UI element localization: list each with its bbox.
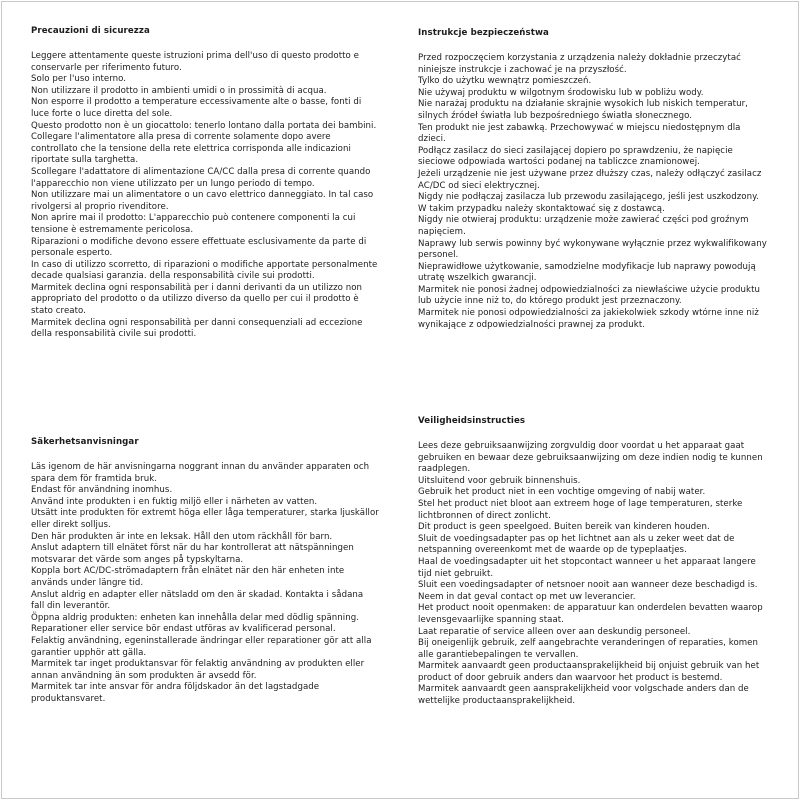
instruction-item: Sluit een voedingsadapter of netsnoer nooit aan wanneer deze beschadigd is. Neem in dat geval contact op met uw leverancier.: [418, 580, 758, 602]
instruction-item: Anslut aldrig en adapter eller nätsladd om den är skadad. Kontakta i sådana fall din leverantör.: [31, 589, 364, 612]
instruction-item: Felaktig användning, egeninstallerade ändringar eller reparationer gör att alla garantier upphör att gälla.: [31, 635, 372, 658]
instruction-item: Endast för användning inomhus.: [31, 485, 173, 496]
instruction-item: Reparationer eller service bör endast utföras av kvalificerad personal.: [31, 624, 336, 635]
instruction-item: Nieprawidłowe użytkowanie, samodzielne modyfikacje lub naprawy powodują utratę wszelkich gwarancji.: [418, 261, 756, 284]
instruction-item: Marmitek aanvaardt geen productaansprakelijkheid bij onjuist gebruik van het product of door gebruik anders dan waarvoor het product is bestemd.: [418, 661, 760, 683]
instruction-item: Marmitek nie ponosi odpowiedzialności za jakiekolwiek szkody wtórne inne niż wynikające z odpowiedzialności prawnej za produkt.: [418, 308, 759, 330]
instruction-item: Lees deze gebruiksaanwijzing zorgvuldig door voordat u het apparaat gaat gebruiken en bewaar deze gebruiksaanwijzing om deze indien nodig te kunnen raadplegen.: [418, 441, 763, 475]
instruction-item: Laat reparatie of service alleen over aan deskundig personeel.: [418, 626, 691, 637]
instruction-item: Przed rozpoczęciem korzystania z urządzenia należy dokładnie przeczytać niniejsze instrukcje i zachować je na przyszłość.: [418, 53, 741, 75]
instruction-item: Marmitek tar inget produktansvar för felaktig användning av produkten eller annan användning än som produkten är avsedd för.: [31, 659, 365, 681]
instruction-item: Jeżeli urządzenie nie jest używane przez dłuższy czas, należy odłączyć zasilacz AC/DC od sieci elektrycznej.: [418, 168, 762, 191]
section-dutch-safety: [418, 415, 766, 708]
instruction-item: Dit product is geen speelgoed. Buiten bereik van kinderen houden.: [418, 522, 710, 533]
section-title: Precauzioni di sicurezza: [31, 26, 150, 36]
instruction-item: Scollegare l'adattatore di alimentazione CA/CC dalla presa di corrente quando l'apparecchio non viene utilizzato per un lungo periodo di tempo.: [31, 166, 371, 189]
section-swedish-safety: [31, 436, 379, 705]
instruction-item: Questo prodotto non è un giocattolo: tenerlo lontano dalla portata dei bambini.: [31, 120, 377, 131]
instruction-item: Nie używaj produktu w wilgotnym środowisku lub w pobliżu wody.: [418, 87, 704, 98]
instruction-item: Marmitek declina ogni responsabilità per i danni derivanti da un utilizzo non appropriato del prodotto o da utilizzo diverso da quello per cui il prodotto è stato creato.: [31, 282, 363, 317]
instruction-list: [418, 53, 768, 331]
instruction-item: Leggere attentamente queste istruzioni prima dell'uso di questo prodotto e conservarle per riferimento futuro.: [31, 51, 359, 73]
instruction-item: Solo per l'uso interno.: [31, 74, 127, 85]
instruction-item: Nigdy nie otwieraj produktu: urządzenie może zawierać części pod groźnym napięciem.: [418, 215, 749, 237]
instruction-item: Anslut adaptern till elnätet först när du har kontrollerat att nätspänningen motsvarar det värde som anges på typskyltarna.: [31, 543, 354, 565]
instruction-item: Haal de voedingsadapter uit het stopcontact wanneer u het apparaat langere tijd niet gebruikt.: [418, 556, 756, 579]
instruction-item: Den här produkten är inte en leksak. Håll den utom räckhåll för barn.: [31, 531, 333, 542]
instruction-item: Läs igenom de här anvisningarna noggrant innan du använder apparaten och spara dem för framtida bruk.: [31, 462, 370, 484]
instruction-item: Nigdy nie podłączaj zasilacza lub przewodu zasilającego, jeśli jest uszkodzony. W takim przypadku należy skontaktować się z dostawcą.: [418, 192, 759, 214]
instruction-item: Gebruik het product niet in een vochtige omgeving of nabij water.: [418, 487, 706, 498]
section-title: Veiligheidsinstructies: [418, 416, 526, 426]
instruction-item: Marmitek aanvaardt geen aansprakelijkheid voor volgschade anders dan de wettelijke productaansprakelijkheid.: [418, 684, 749, 707]
section-title: Säkerhetsanvisningar: [31, 437, 139, 447]
instruction-item: Koppla bort AC/DC-strömadaptern från elnätet när den här enheten inte används under längre tid.: [31, 566, 345, 588]
instruction-item: Uitsluitend voor gebruik binnenshuis.: [418, 475, 581, 486]
instruction-item: Öppna aldrig produkten: enheten kan innehålla delar med dödlig spänning.: [31, 612, 359, 623]
instruction-item: Tylko do użytku wewnątrz pomieszczeń.: [418, 76, 592, 87]
instruction-item: Het product nooit openmaken: de apparatuur kan onderdelen bevatten waarop levensgevaarlijke spanning staat.: [418, 603, 763, 625]
instruction-item: Non esporre il prodotto a temperature eccessivamente alte o basse, fonti di luce forte o luce diretta del sole.: [31, 97, 362, 119]
instruction-item: Ten produkt nie jest zabawką. Przechowywać w miejscu niedostępnym dla dzieci.: [418, 122, 741, 145]
instruction-item: Stel het product niet bloot aan extreem hoge of lage temperaturen, sterke lichtbronnen of direct zonlicht.: [418, 498, 743, 521]
instruction-list: [418, 441, 766, 708]
instruction-item: In caso di utilizzo scorretto, di riparazioni o modifiche apportate personalmente decade qualsiasi garanzia. della responsabilità civile sui prodotti.: [31, 259, 378, 282]
instruction-item: Naprawy lub serwis powinny być wykonywane wyłącznie przez wykwalifikowany personel.: [418, 238, 767, 261]
instruction-list: [31, 51, 379, 341]
instruction-item: Riparazioni o modifiche devono essere effettuate esclusivamente da parte di personale esperto.: [31, 236, 367, 259]
instruction-item: Non utilizzare il prodotto in ambienti umidi o in prossimità di acqua.: [31, 85, 327, 96]
instruction-item: Marmitek declina ogni responsabilità per danni consequenziali ad eccezione della responsabilità civile sui prodotti.: [31, 317, 363, 340]
instruction-item: Non aprire mai il prodotto: L'apparecchio può contenere componenti la cui tensione è estremamente pericolosa.: [31, 213, 356, 235]
instruction-item: Marmitek tar inte ansvar för andra följdskador än det lagstadgade produktansvaret.: [31, 682, 320, 704]
instruction-item: Använd inte produkten i en fuktig miljö eller i närheten av vatten.: [31, 496, 318, 507]
instruction-item: Podłącz zasilacz do sieci zasilającej dopiero po sprawdzeniu, że napięcie sieciowe odpowiada wartości podanej na tabliczce znamionowej.: [418, 145, 733, 168]
section-polish-safety: [418, 27, 768, 331]
instruction-item: Non utilizzare mai un alimentatore o un cavo elettrico danneggiato. In tal caso rivolgersi al proprio rivenditore.: [31, 190, 374, 212]
instruction-item: Bij oneigenlijk gebruik, zelf aangebrachte veranderingen of reparaties, komen alle garantiebepalingen te vervallen.: [418, 638, 759, 660]
section-title: Instrukcje bezpieczeństwa: [418, 28, 549, 38]
instruction-item: Sluit de voedingsadapter pas op het lichtnet aan als u zeker weet dat de netspanning overeenkomt met de waarde op de typeplaatjes.: [418, 533, 735, 556]
instruction-item: Nie narażaj produktu na działanie skrajnie wysokich lub niskich temperatur, silnych źródeł światła lub bezpośredniego światła słonecznego.: [418, 99, 748, 121]
instruction-item: Marmitek nie ponosi żadnej odpowiedzialności za niewłaściwe użycie produktu lub użycie inne niż to, do którego produkt jest przeznaczony.: [418, 284, 760, 307]
instruction-item: Utsätt inte produkten för extremt höga eller låga temperaturer, starka ljuskällor eller direkt solljus.: [31, 508, 379, 530]
instruction-item: Collegare l'alimentatore alla presa di corrente solamente dopo avere controllato che la tensione della rete elettrica corrisponda alle indicazioni riportate sulla targhetta.: [31, 132, 351, 166]
section-italian-safety: [31, 25, 379, 341]
instruction-list: [31, 462, 379, 705]
